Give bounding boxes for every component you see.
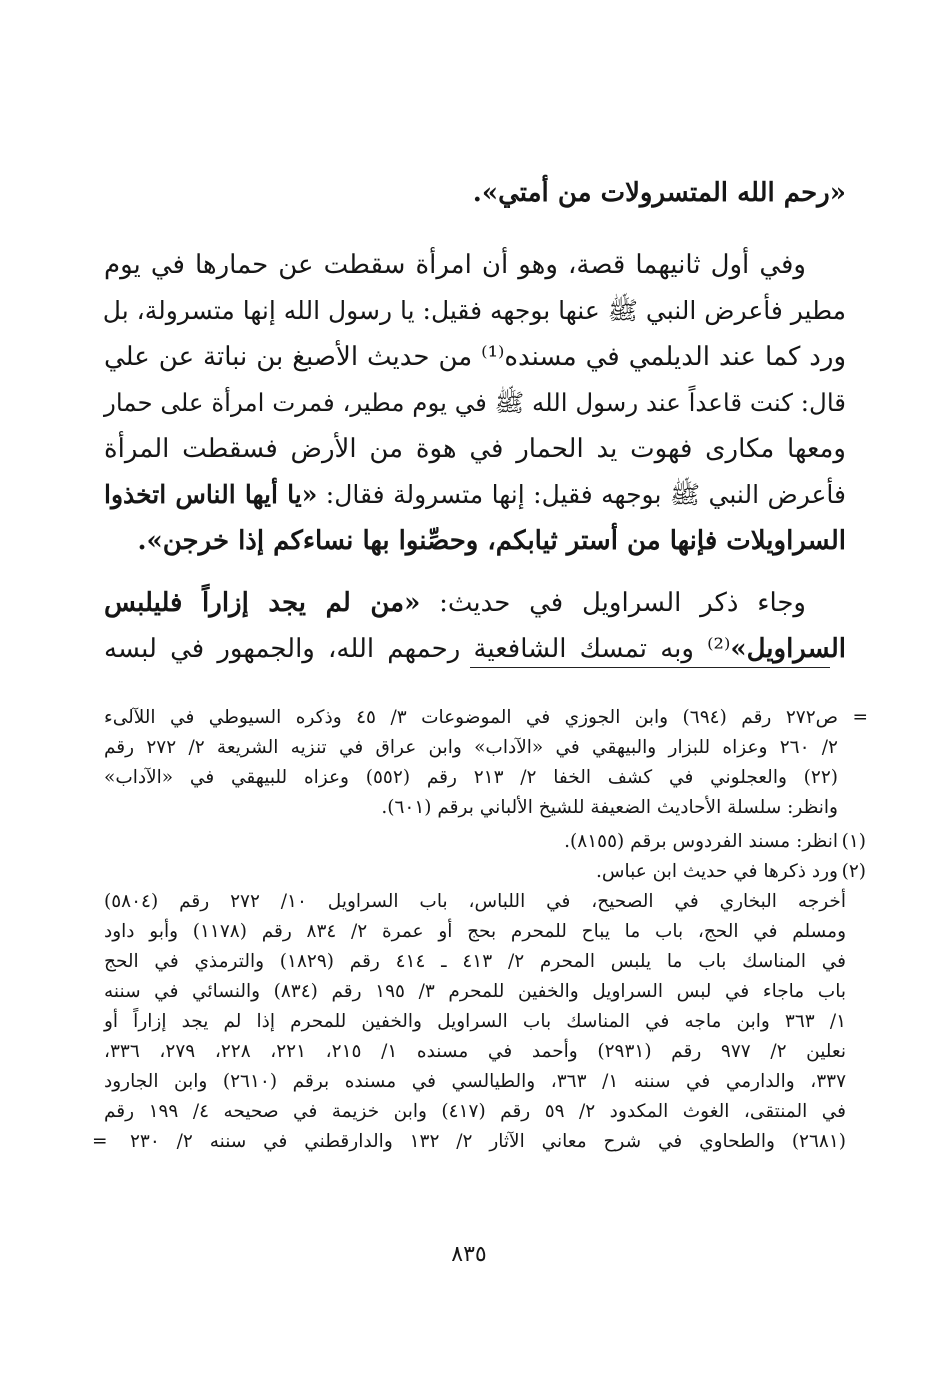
main-line-7-plain: فأعرض النبي ﷺ بوجهه فقيل: إنها متسرولة فقال: — [317, 480, 846, 509]
footnote-2-line: أخرجه البخاري في الصحيح، في اللباس، باب السراويل ١٠/ ٢٧٢ رقم (٥٨٠٤) — [104, 891, 846, 912]
page-number: ٨٣٥ — [451, 1242, 487, 1267]
main-line-6: ومعها مكارى فهوت يد الحمار في هوة من الأرض فسقطت المرأة — [104, 434, 846, 464]
main-line-10-quote: السراويل» — [730, 634, 846, 664]
footnote-cont-line: (٢٢) والعجلوني في كشف الخفا ٢/ ٢١٣ رقم (٥٥٢) وعزاه للبيهقي في «الآداب» — [104, 767, 838, 788]
main-line-9-quote: «من لم يجد إزاراً فليلبس — [104, 588, 421, 618]
main-line-8 — [104, 518, 846, 564]
footnote-2-first-line: ورد ذكرها في حديث ابن عباس. — [596, 861, 838, 882]
main-line-9 — [104, 580, 846, 626]
footnote-2-line: في المنتقى، الغوث المكدود ٢/ ٥٩ رقم (٤١٧) وابن خزيمة في صحيحه ٤/ ١٩٩ رقم — [104, 1101, 846, 1122]
main-line-7-quote: «يا أيها الناس اتخذوا — [104, 480, 318, 509]
footnote-cont-line: ص٢٧٢ رقم (٦٩٤) وابن الجوزي في الموضوعات ٣/ ٤٥ وذكره السيوطي في اللآلىء — [104, 707, 839, 728]
footnote-1-marker: (١) — [841, 831, 866, 852]
footnote-cont-line: ٢/ ٢٦٠ وعزاه للبزار والبيهقي في «الآداب» وابن عراق في تنزيه الشريعة ٢/ ٢٧٢ رقم — [104, 737, 838, 758]
main-line-10-plain: ⁽²⁾ وبه تمسك الشافعية رحمهم الله، والجمهور في لبسه — [104, 634, 731, 664]
footnote-separator — [470, 667, 830, 668]
main-line-4: ورد كما عند الديلمي في مسنده⁽¹⁾ من حديث الأصبغ بن نباتة عن علي — [104, 342, 847, 372]
footnote-2-line: في المناسك باب ما يلبس المحرم ٢/ ٤١٣ ـ ٤١٤ رقم (١٨٢٩) والترمذي في الحج — [104, 951, 846, 972]
hadith-quote: «رحم الله المتسرولات من أمتي». — [472, 178, 846, 208]
footnote-2-line: ومسلم في الحج، باب ما يباح للمحرم بحج أو عمرة ٢/ ٨٣٤ رقم (١١٧٨) وأبو داود — [104, 921, 847, 942]
footnote-2-line: ١/ ٣٦٣ وابن ماجه في المناسك باب السراويل والخفين للمحرم إذا لم يجد إزاراً أو — [104, 1011, 846, 1032]
main-line-7 — [104, 472, 846, 518]
footnote-2-line: باب ماجاء في لبس السراويل والخفين للمحرم ٣/ ١٩٥ رقم (٨٣٤) والنسائي في سننه — [104, 981, 846, 1002]
footnote-2-line: ٣٣٧، والدارمي في سننه ١/ ٣٦٣، والطيالسي في مسنده برقم (٢٦١٠) وابن الجارود — [104, 1071, 847, 1092]
footnote-cont-line: وانظر: سلسلة الأحاديث الضعيفة للشيخ الألباني برقم (٦٠١). — [381, 797, 838, 818]
main-line-10 — [104, 626, 846, 672]
main-line-1 — [104, 170, 846, 216]
footnote-2-line: نعلين ٢/ ٩٧٧ رقم (٢٩٣١) وأحمد في مسنده ١/ ٢١٥، ٢٢١، ٢٢٨، ٢٧٩، ٣٣٦، — [104, 1041, 846, 1062]
main-line-9-plain: وجاء ذكر السراويل في حديث: — [420, 588, 806, 618]
footnote-2-line: (٢٦٨١) والطحاوي في شرح معاني الآثار ٢/ ١٣٢ والدارقطني في سننه ٢/ ٢٣٠ — [130, 1131, 847, 1152]
main-line-3: مطير فأعرض النبي ﷺ عنها بوجهه فقيل: يا رسول الله إنها متسرولة، بل — [102, 296, 846, 325]
hadith-quote-2: السراويلات فإنها من أستر ثيابكم، وحصِّنوا بها نساءكم إذا خرجن». — [137, 526, 846, 556]
footnote-2-marker: (٢) — [841, 861, 866, 882]
continuation-marker: = — [852, 707, 868, 728]
main-line-2: وفي أول ثانيهما قصة، وهو أن امرأة سقطت عن حمارها في يوم — [104, 250, 806, 280]
footnote-1-text: انظر: مسند الفردوس برقم (٨١٥٥). — [564, 831, 838, 852]
main-line-5: قال: كنت قاعداً عند رسول الله ﷺ في يوم مطير، فمرت امرأة على حمار — [104, 388, 846, 417]
end-continuation-marker: = — [92, 1131, 108, 1152]
